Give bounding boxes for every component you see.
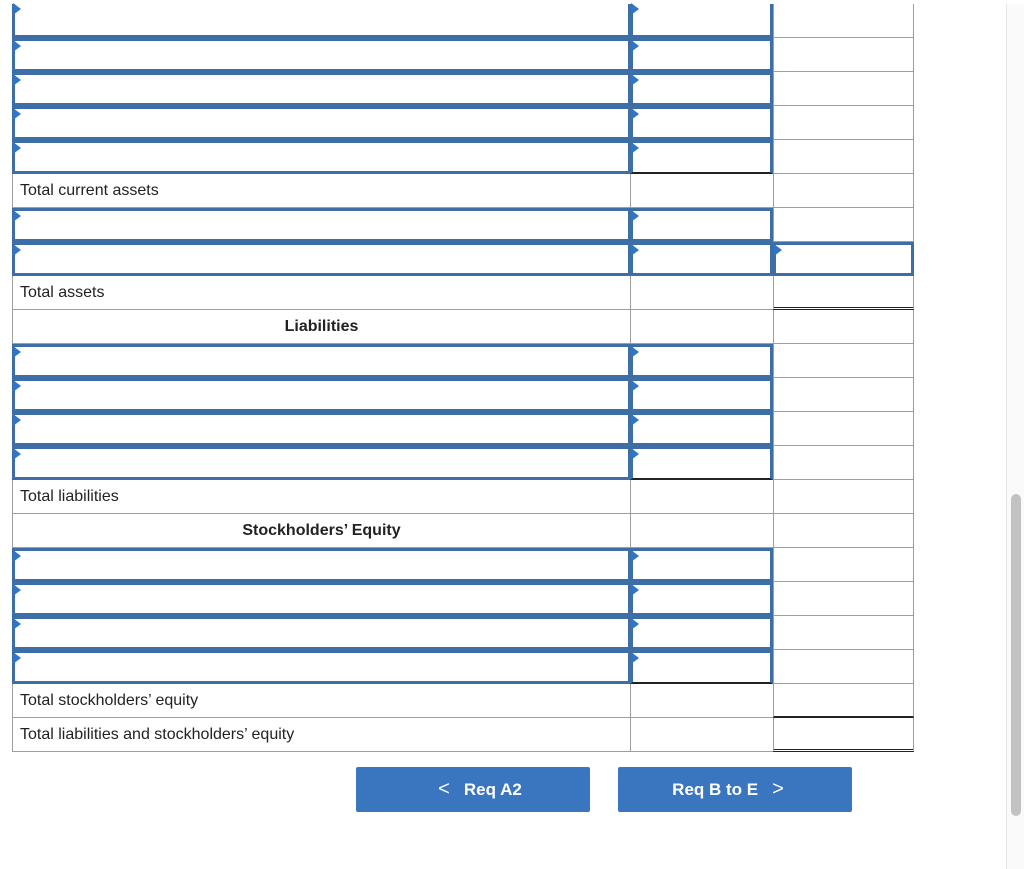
- dropdown-marker-icon: [13, 584, 21, 596]
- asset-total-cell: [773, 4, 914, 38]
- dropdown-marker-icon: [631, 618, 639, 630]
- next-req-b-to-e-button[interactable]: [618, 767, 852, 812]
- asset-input-row: [12, 106, 914, 140]
- total-liabilities-amount: [630, 480, 773, 514]
- dropdown-marker-icon: [13, 210, 21, 222]
- asset-total-input[interactable]: [773, 242, 914, 276]
- equity-heading-total: [773, 514, 914, 548]
- asset-total-cell: [773, 140, 914, 174]
- chevron-right-icon: >: [772, 778, 784, 800]
- total-liab-equity-total: [773, 718, 914, 752]
- dropdown-marker-icon: [774, 244, 782, 256]
- total-liabilities-total: [773, 480, 914, 514]
- equity-amount-input[interactable]: [630, 582, 773, 616]
- equity-account-dropdown[interactable]: [12, 650, 630, 684]
- dropdown-marker-icon: [631, 40, 639, 52]
- liability-total-cell: [773, 344, 914, 378]
- equity-heading-row: [12, 514, 914, 548]
- dropdown-marker-icon: [13, 380, 21, 392]
- equity-total-cell: [773, 548, 914, 582]
- equity-input-row: [12, 582, 914, 616]
- total-current-assets-amount: [630, 174, 773, 208]
- noncurrent-asset-input-row: [12, 242, 914, 276]
- asset-input-row: [12, 38, 914, 72]
- total-liab-equity-label: Total liabilities and stockholders’ equity: [12, 718, 630, 752]
- dropdown-marker-icon: [631, 550, 639, 562]
- asset-amount-input[interactable]: [630, 242, 773, 276]
- prev-button-label: Req A2: [463, 779, 522, 799]
- dropdown-marker-icon: [13, 550, 21, 562]
- equity-amount-input[interactable]: [630, 616, 773, 650]
- equity-input-row: [12, 548, 914, 582]
- dropdown-marker-icon: [13, 244, 21, 256]
- equity-heading-amount: [630, 514, 773, 548]
- total-assets-amount: [630, 276, 773, 310]
- asset-account-dropdown[interactable]: [12, 140, 630, 174]
- liability-amount-input[interactable]: [630, 412, 773, 446]
- asset-total-cell: [773, 38, 914, 72]
- total-liab-equity-row: [12, 718, 914, 752]
- total-equity-label: Total stockholders’ equity: [12, 684, 630, 718]
- equity-total-cell: [773, 650, 914, 684]
- dropdown-marker-icon: [13, 448, 21, 460]
- dropdown-marker-icon: [631, 74, 639, 86]
- asset-account-dropdown[interactable]: [12, 208, 630, 242]
- dropdown-marker-icon: [631, 244, 639, 256]
- vertical-scrollbar-thumb[interactable]: [1011, 494, 1021, 816]
- asset-input-row: [12, 140, 914, 174]
- total-current-assets-row: [12, 174, 914, 208]
- liability-account-dropdown[interactable]: [12, 378, 630, 412]
- total-equity-total: [773, 684, 914, 718]
- dropdown-marker-icon: [13, 40, 21, 52]
- asset-amount-input[interactable]: [630, 72, 773, 106]
- liability-total-cell: [773, 412, 914, 446]
- equity-account-dropdown[interactable]: [12, 616, 630, 650]
- dropdown-marker-icon: [13, 414, 21, 426]
- liability-input-row: [12, 378, 914, 412]
- equity-heading: Stockholders’ Equity: [12, 514, 630, 548]
- asset-account-dropdown[interactable]: [12, 72, 630, 106]
- dropdown-marker-icon: [631, 210, 639, 222]
- next-button-label: Req B to E: [672, 779, 759, 799]
- liability-amount-input[interactable]: [630, 344, 773, 378]
- asset-amount-input[interactable]: [630, 208, 773, 242]
- asset-account-dropdown[interactable]: [12, 4, 630, 38]
- dropdown-marker-icon: [631, 380, 639, 392]
- liability-input-row: [12, 412, 914, 446]
- asset-amount-input[interactable]: [630, 38, 773, 72]
- dropdown-marker-icon: [631, 346, 639, 358]
- total-assets-label: Total assets: [12, 276, 630, 310]
- liability-amount-input[interactable]: [630, 378, 773, 412]
- liabilities-heading: Liabilities: [12, 310, 630, 344]
- dropdown-marker-icon: [631, 142, 639, 154]
- asset-input-row: [12, 4, 914, 38]
- dropdown-marker-icon: [13, 346, 21, 358]
- asset-amount-input[interactable]: [630, 140, 773, 174]
- liability-amount-input[interactable]: [630, 446, 773, 480]
- equity-total-cell: [773, 616, 914, 650]
- liability-account-dropdown[interactable]: [12, 446, 630, 480]
- dropdown-marker-icon: [631, 414, 639, 426]
- dropdown-marker-icon: [631, 108, 639, 120]
- total-liabilities-label: Total liabilities: [12, 480, 630, 514]
- equity-amount-input[interactable]: [630, 650, 773, 684]
- equity-input-row: [12, 616, 914, 650]
- equity-account-dropdown[interactable]: [12, 582, 630, 616]
- asset-amount-input[interactable]: [630, 4, 773, 38]
- asset-amount-input[interactable]: [630, 106, 773, 140]
- total-current-assets-label: Total current assets: [12, 174, 630, 208]
- total-liabilities-row: [12, 480, 914, 514]
- vertical-scrollbar-track[interactable]: [1006, 4, 1024, 869]
- total-assets-total: [773, 276, 914, 310]
- asset-account-dropdown[interactable]: [12, 106, 630, 140]
- total-equity-row: [12, 684, 914, 718]
- asset-account-dropdown[interactable]: [12, 242, 630, 276]
- total-assets-row: [12, 276, 914, 310]
- dropdown-marker-icon: [13, 3, 21, 15]
- asset-total-cell: [773, 208, 914, 242]
- liability-input-row: [12, 344, 914, 378]
- dropdown-marker-icon: [631, 448, 639, 460]
- equity-account-dropdown[interactable]: [12, 548, 630, 582]
- liability-account-dropdown[interactable]: [12, 412, 630, 446]
- total-current-assets-total: [773, 174, 914, 208]
- dropdown-marker-icon: [631, 3, 639, 15]
- liabilities-heading-amount: [630, 310, 773, 344]
- dropdown-marker-icon: [13, 142, 21, 154]
- liability-input-row: [12, 446, 914, 480]
- liability-total-cell: [773, 378, 914, 412]
- asset-total-cell: [773, 72, 914, 106]
- dropdown-marker-icon: [13, 652, 21, 664]
- dropdown-marker-icon: [631, 652, 639, 664]
- dropdown-marker-icon: [13, 74, 21, 86]
- dropdown-marker-icon: [13, 108, 21, 120]
- equity-input-row: [12, 650, 914, 684]
- liabilities-heading-total: [773, 310, 914, 344]
- liability-account-dropdown[interactable]: [12, 344, 630, 378]
- dropdown-marker-icon: [631, 584, 639, 596]
- noncurrent-asset-input-row: [12, 208, 914, 242]
- chevron-left-icon: <: [438, 778, 450, 800]
- total-equity-amount: [630, 684, 773, 718]
- equity-total-cell: [773, 582, 914, 616]
- asset-total-cell: [773, 106, 914, 140]
- liabilities-heading-row: [12, 310, 914, 344]
- total-liab-equity-amount: [630, 718, 773, 752]
- prev-req-a2-button[interactable]: [356, 767, 590, 812]
- asset-account-dropdown[interactable]: [12, 38, 630, 72]
- asset-input-row: [12, 72, 914, 106]
- liability-total-cell: [773, 446, 914, 480]
- equity-amount-input[interactable]: [630, 548, 773, 582]
- dropdown-marker-icon: [13, 618, 21, 630]
